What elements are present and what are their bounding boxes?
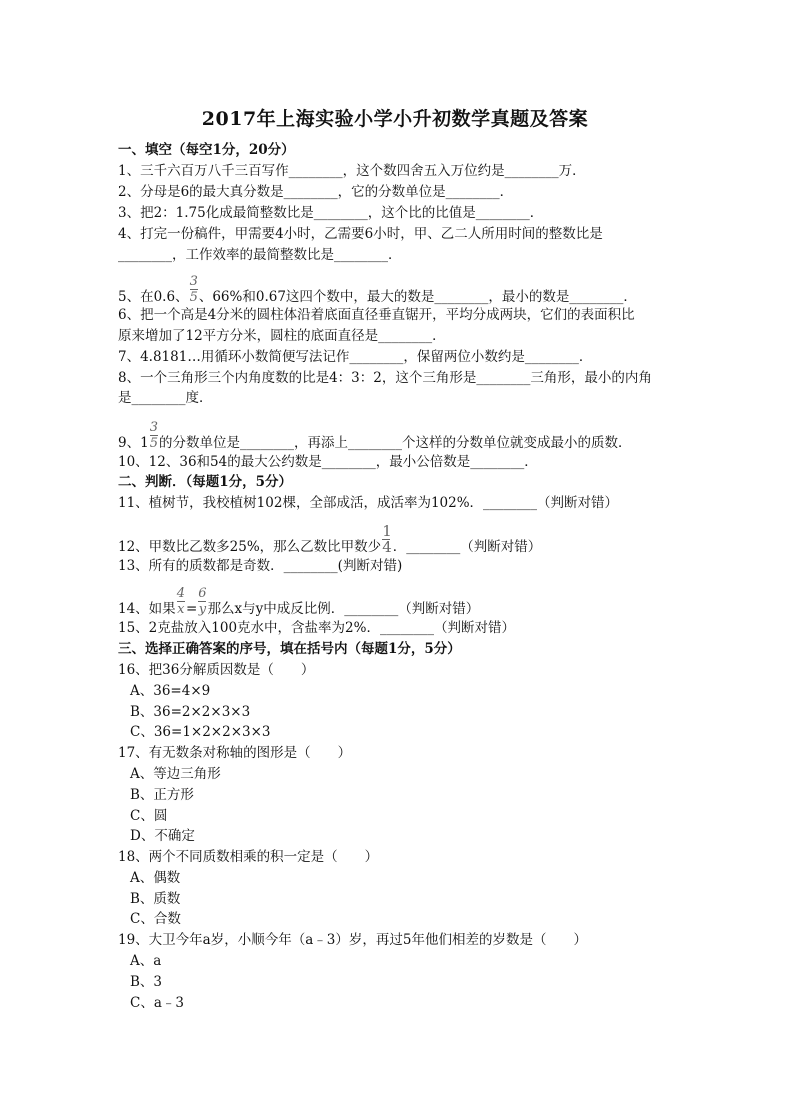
fraction-denominator: 4 [382, 538, 392, 556]
choice-17-a: A、等边三角形 [130, 766, 221, 782]
fraction-3-5 [190, 275, 198, 304]
choice-17-b: B、正方形 [130, 787, 194, 803]
question-5-end: 、66%和0.67这四个数中，最大的数是________，最小的数是________． [198, 289, 637, 305]
choice-16-c: C、36=1×2×2×3×3 [130, 724, 271, 740]
question-11: 11、植树节，我校植树102棵，全部成活，成活率为102%．________（判断对错） [118, 495, 619, 511]
section-multiple-choice: 三、选择正确答案的序号，填在括号内（每题1分，5分） [118, 641, 461, 657]
choice-19-b: B、3 [130, 974, 163, 990]
question-4-line1: 4、打完一份稿件，甲需要4小时，乙需要6小时，甲、乙二人所用时间的整数比是 [118, 226, 603, 242]
fraction-4-x [177, 587, 185, 616]
question-8-line2: 是________度． [118, 390, 213, 406]
fraction-denominator: y [198, 602, 207, 617]
choice-17-c: C、圆 [130, 808, 168, 824]
section-fill-blank: 一、填空（每空1分，20分） [118, 142, 295, 158]
question-14-end: 那么x与y中成反比例．________（判断对错） [207, 601, 480, 617]
question-3: 3、把2：1.75化成最简整数比是________，这个比的比值是________． [118, 205, 544, 221]
question-2: 2、分母是6的最大真分数是________，它的分数单位是________． [118, 184, 514, 200]
choice-19-a: A、a [130, 953, 162, 969]
question-13: 13、所有的质数都是奇数．________(判断对错) [118, 558, 403, 574]
fraction-1-4 [382, 522, 392, 556]
choice-18-a: A、偶数 [130, 870, 181, 886]
choice-16-a: A、36=4×9 [130, 683, 211, 699]
question-15: 15、2克盐放入100克水中，含盐率为2%．________（判断对错） [118, 620, 515, 636]
question-17: 17、有无数条对称轴的图形是（ ） [118, 745, 352, 761]
choice-16-b: B、36=2×2×3×3 [130, 704, 251, 720]
question-9-end: 的分数单位是________，再添上________个这样的分数单位就变成最小的质数． [158, 435, 632, 451]
fraction-numerator: 4 [176, 586, 185, 601]
fraction-denominator: x [177, 602, 185, 617]
fraction-numerator: 1 [382, 522, 392, 540]
fraction-6-y [198, 587, 206, 616]
question-19: 19、大卫今年a岁，小顺今年（a﹣3）岁，再过5年他们相差的岁数是（ ） [118, 932, 587, 948]
document-title: 2017年上海实验小学小升初数学真题及答案 [201, 108, 589, 130]
question-6-line2: 原来增加了12平方分米，圆柱的底面直径是________． [118, 328, 446, 344]
choice-17-d: D、不确定 [130, 828, 195, 844]
fraction-numerator: 6 [198, 586, 207, 601]
choice-18-b: B、质数 [130, 891, 181, 907]
choice-19-c: C、a﹣3 [130, 995, 184, 1011]
fraction-3-5 [150, 421, 158, 450]
question-4-line2: ________，工作效率的最简整数比是________． [118, 247, 402, 263]
question-5-start: 5、在0.6、 [118, 289, 189, 305]
question-16: 16、把36分解质因数是（ ） [118, 662, 315, 678]
fraction-denominator: 5 [189, 290, 198, 305]
question-7: 7、4.8181…用循环小数简便写法记作________，保留两位小数约是________． [118, 349, 593, 365]
fraction-numerator: 3 [189, 274, 198, 289]
question-9-start: 9、1 [118, 435, 149, 451]
question-1: 1、三千六百万八千三百写作________，这个数四舍五入万位约是________万． [118, 163, 586, 179]
question-14-start: 14、如果 [118, 601, 176, 617]
fraction-denominator: 5 [149, 436, 158, 451]
section-true-false: 二、判断．（每题1分，5分） [118, 474, 293, 490]
question-18: 18、两个不同质数相乘的积一定是（ ） [118, 849, 379, 865]
question-12-end: ．________（判断对错） [392, 539, 542, 555]
fraction-numerator: 3 [149, 420, 158, 435]
choice-18-c: C、合数 [130, 911, 181, 927]
question-12-start: 12、甲数比乙数多25%，那么乙数比甲数少 [118, 539, 382, 555]
equals-sign: = [185, 601, 198, 617]
question-6-line1: 6、把一个高是4分米的圆柱体沿着底面直径垂直锯开，平均分成两块，它们的表面积比 [118, 307, 635, 323]
question-8-line1: 8、一个三角形三个内角度数的比是4：3：2，这个三角形是________三角形，最小的内角 [118, 370, 652, 386]
question-10: 10、12、36和54的最大公约数是________，最小公倍数是________． [118, 454, 538, 470]
